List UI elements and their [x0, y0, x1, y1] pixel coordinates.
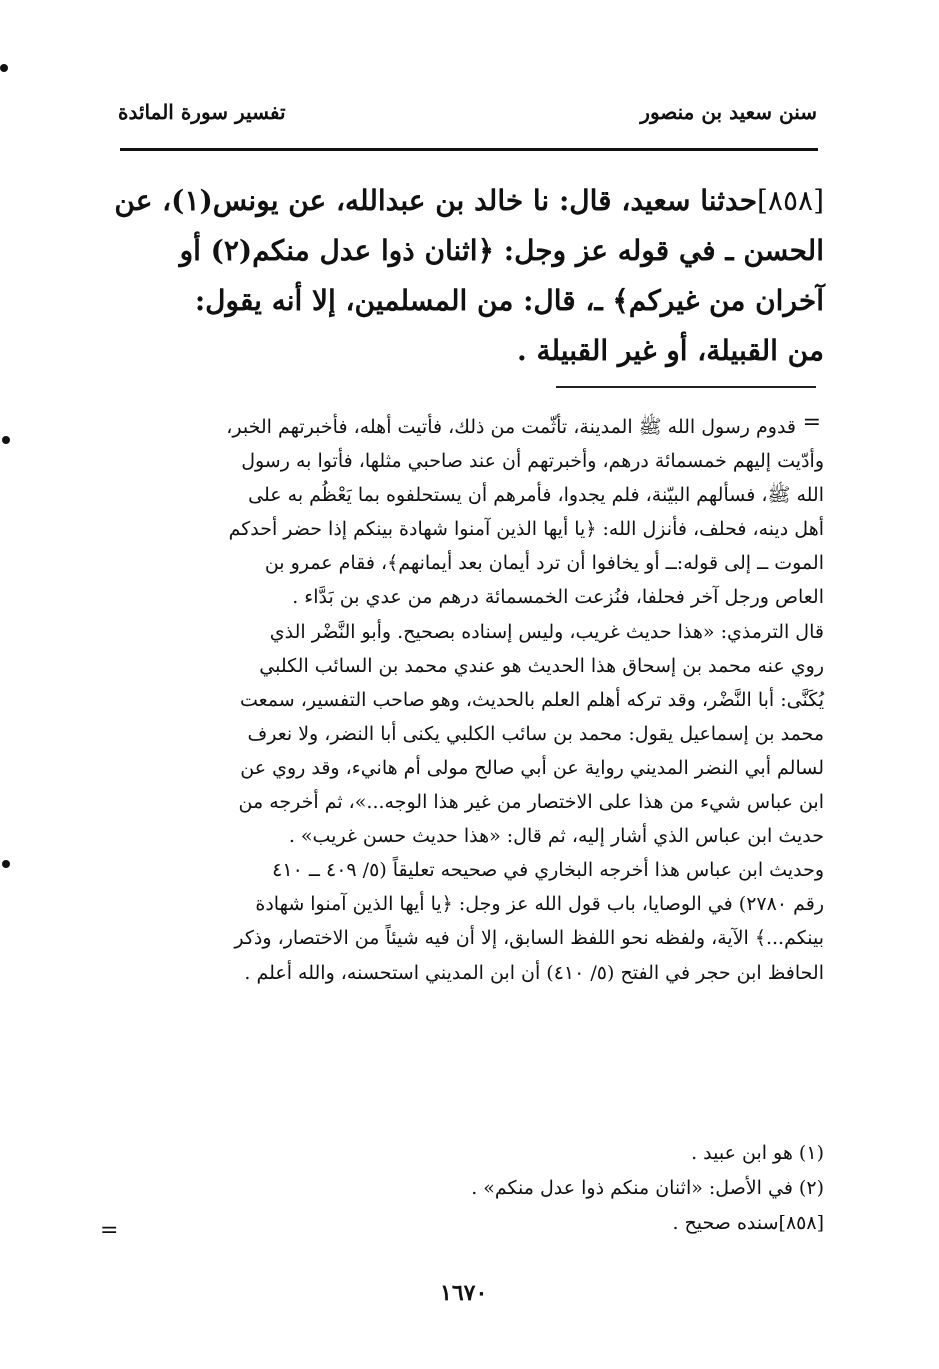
footnote-grading: [٨٥٨]سنده صحيح . [672, 1212, 824, 1234]
commentary-line: رقم ٢٧٨٠) في الوصايا، باب قول الله عز وجل: ﴿يا أيها الذين آمنوا شهادة [255, 893, 824, 916]
commentary-line: وحديث ابن عباس هذا أخرجه البخاري في صحيحه تعليقاً (٥/ ٤٠٩ ــ ٤١٠ [272, 859, 824, 882]
commentary-line: وأدّيت إليهم خمسمائة درهم، وأخبرتهم أن عند صاحبي مثلها، فأتوا به رسول [241, 450, 824, 473]
footnotes [112, 1136, 824, 1241]
commentary-line: الحافظ ابن حجر في الفتح (٥/ ٤١٠) أن ابن المديني استحسنه، والله أعلم . [244, 961, 824, 984]
commentary-line: الموت ــ إلى قوله:ــ أو يخافوا أن ترد أيمان بعد أيمانهم﴾، فقام عمرو بن [264, 552, 824, 575]
footnote-2: (٢) في الأصل: «اثنان منكم ذوا عدل منكم» . [471, 1177, 824, 1199]
footnote-1: (١) هو ابن عبيد . [691, 1142, 824, 1164]
footnote-separator [556, 386, 816, 388]
commentary-line: بينكم...﴾ الآية، ولفظه نحو اللفظ السابق، إلا أن فيه شيئاً من الاختصار، وذكر [234, 927, 824, 950]
hadith-line-4: من القبيلة، أو غير القبيلة . [517, 334, 824, 367]
hadith-line-1 [112, 176, 824, 226]
hadith-line-3: آخران من غيركم﴾ ـ، قال: من المسلمين، إلا أنه يقول: [194, 284, 824, 317]
commentary-line: الله ﷺ، فسألهم البيّنة، فلم يجدوا، فأمرهم أن يستحلفوه بما يَعْظُم به على [248, 484, 824, 507]
continuation-marker-bottom: = [100, 1218, 119, 1243]
commentary-line: أهل دينه، فحلف، فأنزل الله: ﴿يا أيها الذين آمنوا شهادة بينكم إذا حضر أحدكم [228, 518, 824, 541]
commentary-line: حديث ابن عباس الذي أشار إليه، ثم قال: «هذا حديث حسن غريب» . [288, 825, 824, 848]
commentary-line: محمد بن إسماعيل يقول: محمد بن سائب الكلبي يكنى أبا النضر، ولا نعرف [247, 722, 824, 745]
commentary-footnote [112, 410, 824, 990]
scan-speck [2, 860, 10, 868]
hadith-text [112, 176, 824, 376]
hadith-number: [٨٥٨] [757, 184, 824, 217]
section-title: تفسير سورة المائدة [118, 100, 286, 124]
hadith-line-2: الحسن ـ في قوله عز وجل: ﴿اثنان ذوا عدل منكم(٢) أو [179, 234, 824, 267]
book-title: سنن سعيد بن منصور [640, 100, 817, 124]
commentary-line: قال الترمذي: «هذا حديث غريب، وليس إسناده بصحيح. وأبو النَّضْر الذي [269, 620, 824, 643]
scan-speck [0, 64, 8, 72]
commentary-line: قدوم رسول الله ﷺ المدينة، تأثّمت من ذلك، فأتيت أهله، فأخبرتهم الخبر، [226, 416, 796, 438]
page-number: ١٦٧٠ [440, 1280, 488, 1306]
commentary-line: العاص ورجل آخر فحلفا، فنُزعت الخمسمائة درهم من عدي بن بَدَّاء . [292, 586, 824, 609]
hadith-line-1-text: حدثنا سعيد، قال: نا خالد بن عبدالله، عن يونس(١)، عن [114, 184, 757, 217]
commentary-line: لسالم أبي النضر المديني رواية عن أبي صالح مولى أم هانيء، وقد روي عن [240, 756, 824, 779]
scan-speck [2, 436, 10, 444]
commentary-line: يُكَنَّى: أبا النَّضْر، وقد تركه أهلم العلم بالحديث، وهو صاحب التفسير، سمعت [239, 688, 824, 711]
continuation-marker-top: = [802, 410, 821, 435]
header-rule [120, 148, 818, 151]
commentary-line: ابن عباس شيء من هذا على الاختصار من غير هذا الوجه...»، ثم أخرجه من [238, 791, 824, 814]
commentary-line: روي عنه محمد بن إسحاق هذا الحديث هو عندي محمد بن السائب الكلبي [259, 654, 824, 677]
